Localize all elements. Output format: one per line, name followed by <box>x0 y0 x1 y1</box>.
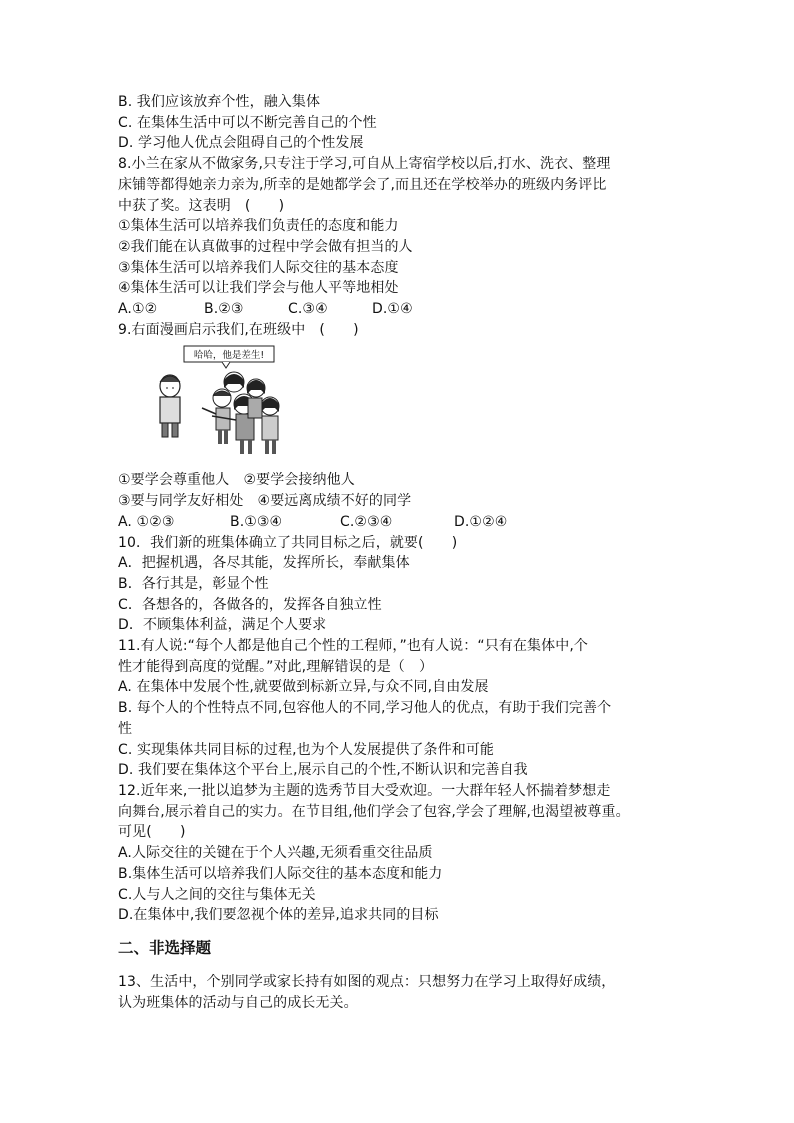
q11-option-b-line-2: 性 <box>118 720 133 737</box>
worksheet-page <box>118 92 698 1013</box>
cartoon-speech-text: 哈哈，他是差生! <box>193 350 265 362</box>
q8-option-b: B.②③ <box>204 301 244 318</box>
cartoon-illustration <box>152 344 302 466</box>
q12-stem-line-1: 12.近年来,一批以追梦为主题的选秀节目大受欢迎。一大群年轻人怀揣着梦想走 <box>118 782 611 799</box>
lonely-student-figure <box>160 375 180 437</box>
q11-option-d: D. 我们要在集体这个平台上,展示自己的个性,不断认识和完善自我 <box>118 762 528 779</box>
q8-option-d: D.①④ <box>372 301 413 318</box>
q11-option-c: C. 实现集体共同目标的过程,也为个人发展提供了条件和可能 <box>118 741 495 758</box>
q13-stem-line-1: 13、生活中，个别同学或家长持有如图的观点：只想努力在学习上取得好成绩， <box>118 973 616 990</box>
q8-item-1: ①集体生活可以培养我们负责任的态度和能力 <box>118 218 399 235</box>
q7-option-c: C. 在集体生活中可以不断完善自己的个性 <box>118 114 377 131</box>
q12-option-a: A.人际交往的关键在于个人兴趣,无须看重交往品质 <box>118 845 433 862</box>
q9-stem: 9.右面漫画启示我们,在班级中 ( ) <box>118 321 359 338</box>
q9-items-line-2: ③要与同学友好相处 ④要远离成绩不好的同学 <box>118 493 412 510</box>
q8-option-a: A.①② <box>118 301 158 318</box>
q12-stem-line-3: 可见( ) <box>118 824 186 841</box>
q11-stem-line-1: 11.有人说:“每个人都是他自己个性的工程师，”也有人说：“只有在集体中,个 <box>118 638 588 655</box>
q10-option-d: D．不顾集体利益，满足个人要求 <box>118 617 327 634</box>
q9-option-d: D.①②④ <box>454 513 508 530</box>
q9-items-line-1: ①要学会尊重他人 ②要学会接纳他人 <box>118 472 355 489</box>
q11-option-b-line-1: B. 每个人的个性特点不同,包容他人的不同,学习他人的优点，有助于我们完善个 <box>118 700 612 717</box>
q12-option-b: B.集体生活可以培养我们人际交往的基本态度和能力 <box>118 865 443 882</box>
q8-item-4: ④集体生活可以让我们学会与他人平等地相处 <box>118 280 399 297</box>
q8-stem-line-3: 中获了奖。这表明 ( ) <box>118 197 285 214</box>
q8-option-c: C.③④ <box>288 301 328 318</box>
q8-stem-line-1: 8.小兰在家从不做家务,只专注于学习,可自从上寄宿学校以后,打水、洗衣、整理 <box>118 156 611 173</box>
q8-stem-line-2: 床铺等都得她亲力亲为,所幸的是她都学会了,而且还在学校举办的班级内务评比 <box>118 176 607 193</box>
q8-item-2: ②我们能在认真做事的过程中学会做有担当的人 <box>118 238 413 255</box>
q10-option-c: C．各想各的，各做各的，发挥各自独立性 <box>118 596 382 613</box>
q9-options <box>118 512 698 533</box>
pointing-students-group <box>202 372 279 454</box>
q8-options <box>118 299 698 320</box>
q9-option-c: C.②③④ <box>340 513 393 530</box>
q12-option-c: C.人与人之间的交往与集体无关 <box>118 886 316 903</box>
q12-option-d: D.在集体中,我们要忽视个体的差异,追求共同的目标 <box>118 907 439 924</box>
q11-option-a: A. 在集体中发展个性,就要做到标新立异,与众不同,自由发展 <box>118 679 489 696</box>
q7-option-d: D. 学习他人优点会阻碍自己的个性发展 <box>118 135 364 152</box>
q12-stem-line-2: 向舞台,展示着自己的实力。在节目组,他们学会了包容,学会了理解,也渴望被尊重。 <box>118 803 630 820</box>
q10-option-b: B．各行其是，彰显个性 <box>118 575 269 592</box>
q8-item-3: ③集体生活可以培养我们人际交往的基本态度 <box>118 259 399 276</box>
q7-option-b: B. 我们应该放弃个性，融入集体 <box>118 94 321 110</box>
section-title-non-choice: 二、非选择题 <box>118 938 212 957</box>
q10-stem: 10．我们新的班集体确立了共同目标之后，就要( ) <box>118 534 458 551</box>
q10-option-a: A．把握机遇，各尽其能，发挥所长，奉献集体 <box>118 555 410 572</box>
q9-option-b: B.①③④ <box>230 513 283 530</box>
q11-stem-line-2: 性才能得到高度的觉醒。”对此,理解错误的是（ ） <box>118 658 434 675</box>
q9-option-a: A. ①②③ <box>118 513 175 530</box>
q13-stem-line-2: 认为班集体的活动与自己的成长无关。 <box>118 994 358 1011</box>
q9-cartoon <box>118 344 698 470</box>
